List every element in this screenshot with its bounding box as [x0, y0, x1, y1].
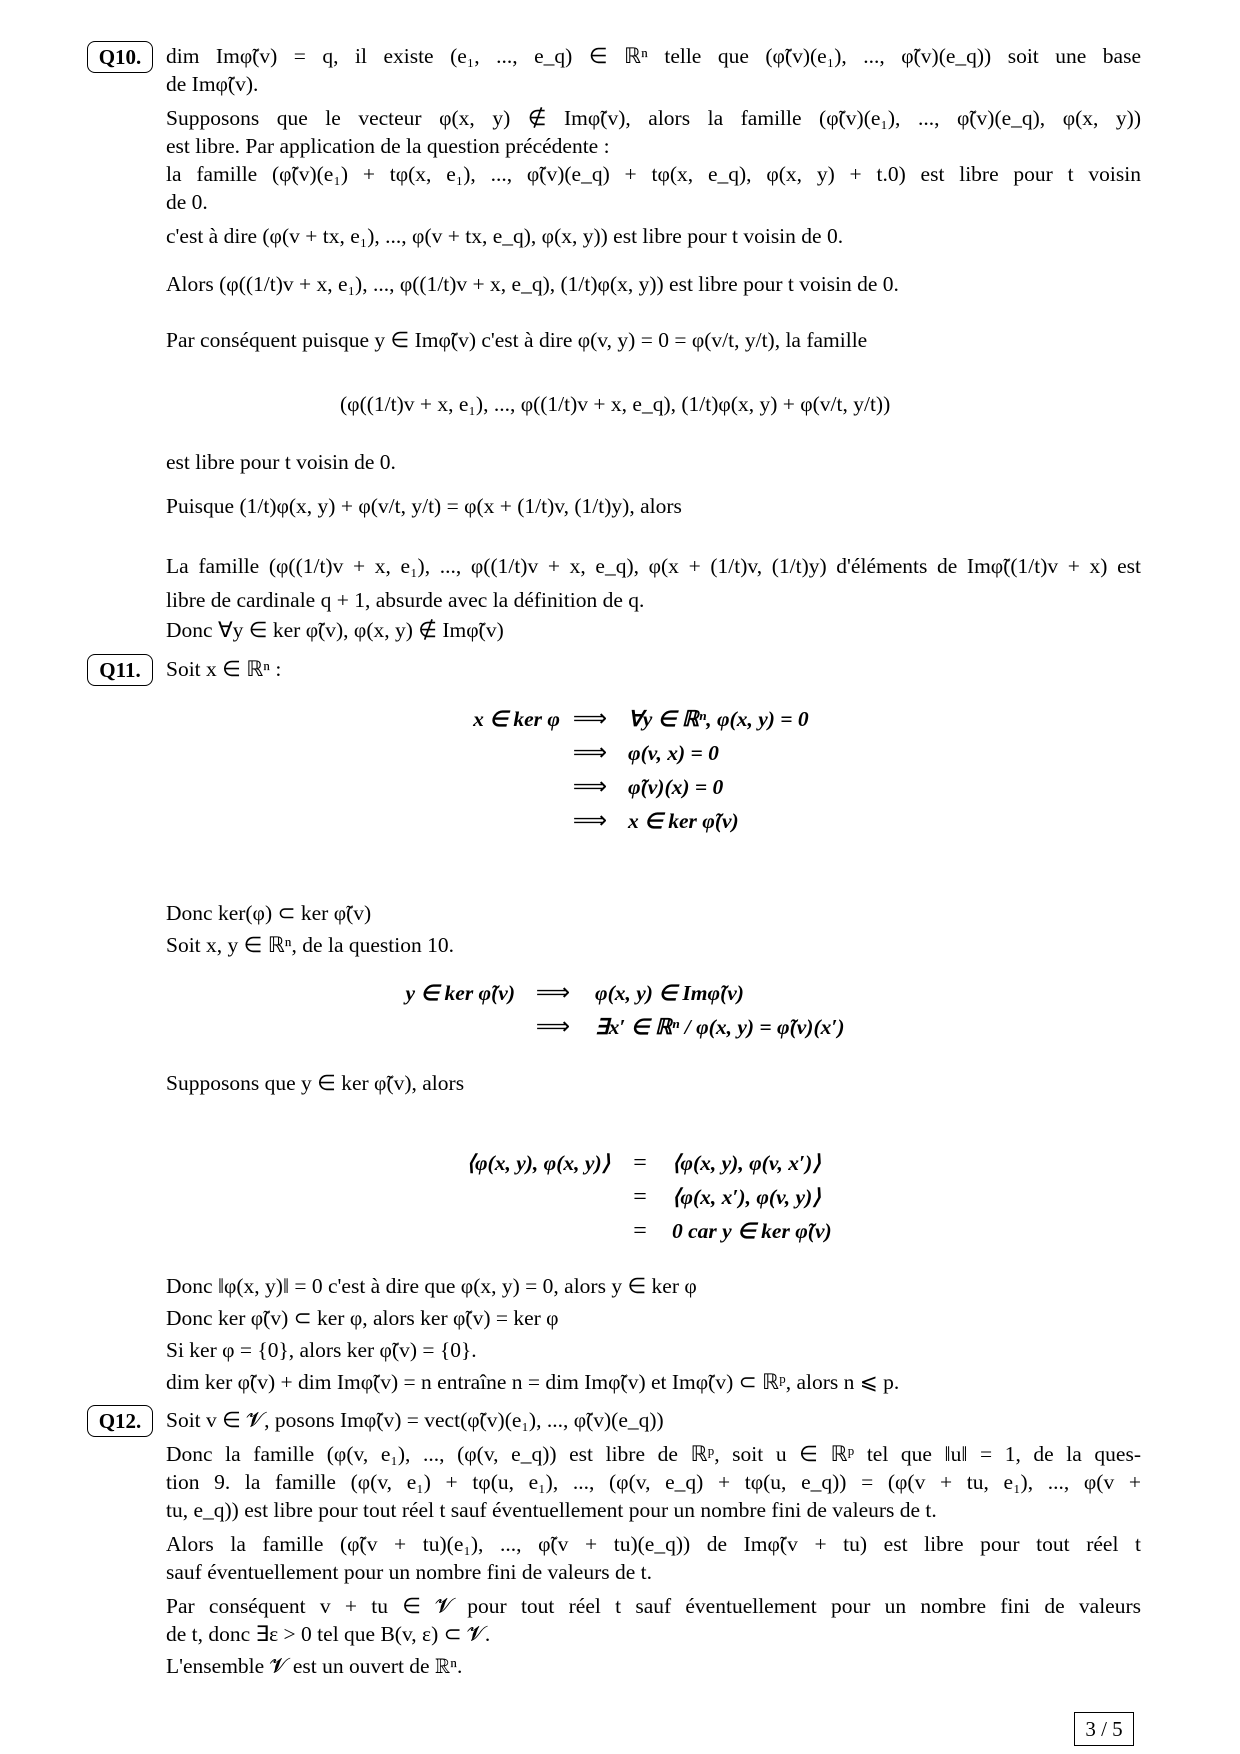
- q12-line-2: Donc la famille (φ(v, e₁), ..., (φ(v, e_q)) est libre de ℝᵖ, soit u ∈ ℝᵖ tel que ‖u‖ = 1, de la ques-: [166, 1442, 1141, 1466]
- q11-chain1-implies-2: ⟹: [572, 740, 608, 766]
- q10-line-1: dim Imφ̃(v) = q, il existe (e₁, ..., e_q) ∈ ℝⁿ telle que (φ̃(v)(e₁), ..., φ̃(v)(e_q)) soit une base: [166, 44, 1141, 68]
- q11-chain3-equals-1: =: [633, 1150, 647, 1176]
- q10-line-6: de 0.: [166, 190, 208, 214]
- q11-chain3-equals-3: =: [633, 1218, 647, 1244]
- q12-line-6: sauf éventuellement pour un nombre fini de valeurs de t.: [166, 1560, 652, 1584]
- q11-line-3: Supposons que y ∈ ker φ̃(v), alors: [166, 1071, 465, 1095]
- q12-line-1: Soit v ∈ 𝓥, posons Imφ̃(v) = vect(φ̃(v)(e₁), ..., φ̃(v)(e_q)): [166, 1408, 664, 1432]
- q11-chain1-implies-3: ⟹: [572, 774, 608, 800]
- q11-chain3-lhs: ⟨φ(x, y), φ(x, y)⟩: [466, 1151, 610, 1175]
- q10-line-9: Par conséquent puisque y ∈ Imφ̃(v) c'est à dire φ(v, y) = 0 = φ(v/t, y/t), la famille: [166, 328, 868, 352]
- q12-line-5: Alors la famille (φ̃(v + tu)(e₁), ..., φ̃(v + tu)(e_q)) de Imφ̃(v + tu) est libre pour tout réel t: [166, 1532, 1141, 1556]
- q10-line-13: libre de cardinale q + 1, absurde avec la définition de q.: [166, 588, 645, 612]
- q11-chain3-equals-2: =: [633, 1184, 647, 1210]
- q12-line-7: Par conséquent v + tu ∈ 𝓥 pour tout réel t sauf éventuellement pour un nombre fini de valeurs: [166, 1594, 1141, 1618]
- q10-line-7: c'est à dire (φ(v + tx, e₁), ..., φ(v + tx, e_q), φ(x, y)) est libre pour t voisin de 0.: [166, 224, 844, 248]
- q11-line-5: Donc ker φ̃(v) ⊂ ker φ, alors ker φ̃(v) = ker φ: [166, 1306, 559, 1330]
- q11-chain1-step-3: φ̃(v)(x) = 0: [628, 775, 724, 799]
- q10-line-10: est libre pour t voisin de 0.: [166, 450, 396, 474]
- q11-chain3-step-2: ⟨φ(x, x′), φ(v, y)⟩: [672, 1185, 821, 1209]
- q12-line-4: tu, e_q)) est libre pour tout réel t sauf éventuellement pour un nombre fini de valeurs de t.: [166, 1498, 937, 1522]
- q11-chain2-implies-1: ⟹: [535, 980, 571, 1006]
- q11-chain1-step-1: ∀y ∈ ℝⁿ, φ(x, y) = 0: [628, 707, 809, 731]
- q11-line-7: dim ker φ̃(v) + dim Imφ̃(v) = n entraîne n = dim Imφ̃(v) et Imφ̃(v) ⊂ ℝᵖ, alors n ⩽ p.: [166, 1370, 900, 1394]
- q11-chain1-implies-4: ⟹: [572, 808, 608, 834]
- question-label-q10: Q10.: [87, 41, 153, 73]
- q11-chain3-step-1: ⟨φ(x, y), φ(v, x′)⟩: [672, 1151, 821, 1175]
- q11-line-1: Donc ker(φ) ⊂ ker φ̃(v): [166, 901, 372, 925]
- q10-line-12: La famille (φ((1/t)v + x, e₁), ..., φ((1/t)v + x, e_q), φ(x + (1/t)v, (1/t)y) d'éléments de Imφ̃((1/t)v + x) est: [166, 554, 1141, 578]
- q10-line-5: la famille (φ̃(v)(e₁) + tφ(x, e₁), ..., φ̃(v)(e_q) + tφ(x, e_q), φ(x, y) + t.0) est libre pour t voisin: [166, 162, 1141, 186]
- page-number: 3 / 5: [1074, 1712, 1134, 1746]
- q11-chain3-step-3: 0 car y ∈ ker φ̃(v): [672, 1219, 832, 1243]
- q11-chain1-step-4: x ∈ ker φ̃(v): [628, 809, 739, 833]
- q11-line-4: Donc ‖φ(x, y)‖ = 0 c'est à dire que φ(x, y) = 0, alors y ∈ ker φ: [166, 1274, 697, 1298]
- question-label-q12: Q12.: [87, 1405, 153, 1437]
- q11-chain2-step-1: φ(x, y) ∈ Imφ̃(v): [595, 981, 744, 1005]
- q10-line-2: de Imφ̃(v).: [166, 72, 259, 96]
- q10-display-family: (φ((1/t)v + x, e₁), ..., φ((1/t)v + x, e_q), (1/t)φ(x, y) + φ(v/t, y/t)): [340, 392, 891, 416]
- q10-line-14: Donc ∀y ∈ ker φ̃(v), φ(x, y) ∉ Imφ̃(v): [166, 618, 504, 642]
- q11-line-2: Soit x, y ∈ ℝⁿ, de la question 10.: [166, 933, 454, 957]
- q12-line-3: tion 9. la famille (φ(v, e₁) + tφ(u, e₁), ..., (φ(v, e_q) + tφ(u, e_q)) = (φ(v + tu, e₁), ..., φ(v +: [166, 1470, 1141, 1494]
- q12-line-8: de t, donc ∃ε > 0 tel que B(v, ε) ⊂ 𝓥.: [166, 1622, 491, 1646]
- q11-chain2-implies-2: ⟹: [535, 1014, 571, 1040]
- q11-chain2-lhs: y ∈ ker φ̃(v): [405, 981, 515, 1005]
- q11-intro: Soit x ∈ ℝⁿ :: [166, 657, 282, 681]
- question-label-q11: Q11.: [87, 654, 153, 686]
- q12-line-9: L'ensemble 𝓥 est un ouvert de ℝⁿ.: [166, 1654, 463, 1678]
- q10-line-4: est libre. Par application de la question précédente :: [166, 134, 610, 158]
- q10-line-8: Alors (φ((1/t)v + x, e₁), ..., φ((1/t)v + x, e_q), (1/t)φ(x, y)) est libre pour t voisin de 0.: [166, 272, 899, 296]
- q11-chain1-implies-1: ⟹: [572, 706, 608, 732]
- q11-line-6: Si ker φ = {0}, alors ker φ̃(v) = {0}.: [166, 1338, 477, 1362]
- q10-line-3: Supposons que le vecteur φ(x, y) ∉ Imφ̃(v), alors la famille (φ̃(v)(e₁), ..., φ̃(v)(e_q), φ(x, y)): [166, 106, 1141, 130]
- q10-line-11: Puisque (1/t)φ(x, y) + φ(v/t, y/t) = φ(x + (1/t)v, (1/t)y), alors: [166, 494, 682, 518]
- q11-chain1-lhs: x ∈ ker φ: [473, 707, 560, 731]
- q11-chain1-step-2: φ(v, x) = 0: [628, 741, 719, 765]
- q11-chain2-step-2: ∃x′ ∈ ℝⁿ / φ(x, y) = φ̃(v)(x′): [595, 1015, 845, 1039]
